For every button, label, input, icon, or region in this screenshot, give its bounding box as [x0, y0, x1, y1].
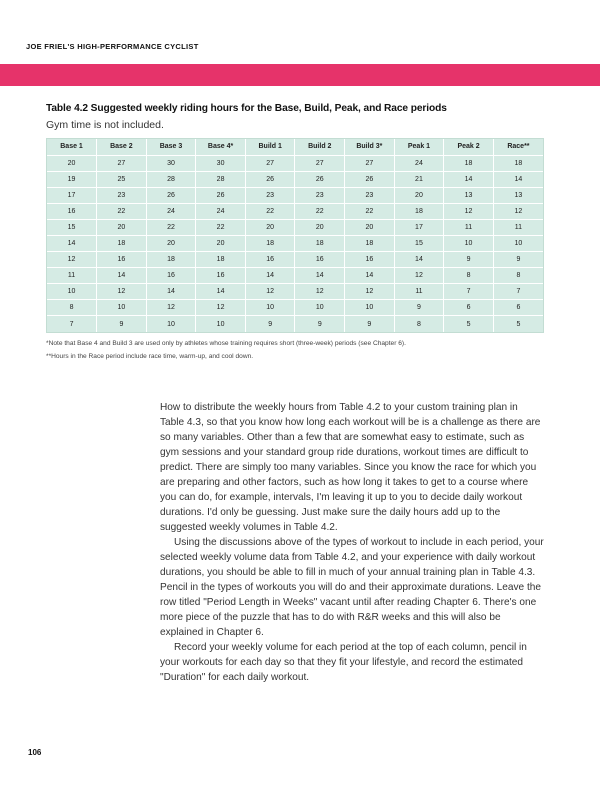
table-cell: 18 — [394, 203, 444, 219]
table-cell: 22 — [345, 203, 395, 219]
table-cell: 7 — [47, 316, 97, 332]
table-cell: 14 — [196, 284, 246, 300]
table-row — [47, 171, 543, 187]
table-cell: 22 — [295, 203, 345, 219]
table-cell: 14 — [245, 268, 295, 284]
table-cell: 10 — [444, 235, 494, 251]
table-cell: 20 — [394, 187, 444, 203]
table-cell: 18 — [97, 235, 147, 251]
table-cell: 14 — [493, 171, 543, 187]
column-header: Base 4* — [196, 139, 246, 155]
table-header — [47, 139, 543, 155]
table-cell: 24 — [196, 203, 246, 219]
table-cell: 12 — [146, 300, 196, 316]
table-cell: 26 — [146, 187, 196, 203]
table-cell: 26 — [295, 171, 345, 187]
table-cell: 14 — [146, 284, 196, 300]
table-cell: 14 — [97, 268, 147, 284]
table-row — [47, 316, 543, 332]
table-cell: 20 — [245, 219, 295, 235]
table-cell: 8 — [493, 268, 543, 284]
table-cell: 5 — [516, 320, 521, 328]
table-cell: 30 — [146, 155, 196, 171]
table-cell: 20 — [295, 219, 345, 235]
table-cell: 9 — [444, 251, 494, 267]
table-row — [47, 203, 543, 219]
table-cell: 18 — [493, 155, 543, 171]
table-cell: 12 — [97, 284, 147, 300]
table-row — [47, 219, 543, 235]
page-number: 106 — [28, 748, 42, 757]
table-cell: 14 — [47, 235, 97, 251]
table-cell: 17 — [394, 219, 444, 235]
table-cell: 16 — [47, 203, 97, 219]
table-cell: 13 — [444, 187, 494, 203]
table-cell: 11 — [493, 219, 543, 235]
table-cell: 18 — [345, 235, 395, 251]
table-row — [47, 235, 543, 251]
table-cell: 7 — [493, 284, 543, 300]
table-cell: 5 — [444, 316, 494, 332]
table-cell: 9 — [97, 316, 147, 332]
column-header: Build 3* — [345, 139, 395, 155]
table-cell: 12 — [245, 284, 295, 300]
table-cell: 8 — [47, 300, 97, 316]
table-cell: 20 — [146, 235, 196, 251]
table-cell: 22 — [196, 219, 246, 235]
table-cell: 15 — [47, 219, 97, 235]
table-cell: 8 — [394, 316, 444, 332]
table-cell: 14 — [394, 251, 444, 267]
table-cell: 18 — [295, 235, 345, 251]
table-cell: 24 — [146, 203, 196, 219]
table-cell: 11 — [444, 219, 494, 235]
table-cell: 12 — [444, 203, 494, 219]
table-cell: 22 — [146, 219, 196, 235]
table-cell: 12 — [394, 268, 444, 284]
table-cell: 20 — [47, 155, 97, 171]
table-cell: 10 — [196, 316, 246, 332]
body-text — [160, 400, 544, 685]
table-cell: 12 — [345, 284, 395, 300]
table-row — [47, 268, 543, 284]
table-footnote-1: *Note that Base 4 and Build 3 are used only by athletes whose training requires short (three-week) periods (see Chapter 6). — [46, 340, 406, 347]
table-cell: 16 — [345, 251, 395, 267]
table-row — [47, 300, 543, 316]
table-cell: 11 — [394, 284, 444, 300]
table-cell: 26 — [196, 187, 246, 203]
table-cell: 13 — [493, 187, 543, 203]
running-head: JOE FRIEL'S HIGH-PERFORMANCE CYCLIST — [26, 42, 199, 51]
table-cell: 12 — [196, 300, 246, 316]
table-cell: 12 — [295, 284, 345, 300]
table-cell: 30 — [196, 155, 246, 171]
table-cell: 10 — [47, 284, 97, 300]
table-cell: 27 — [295, 155, 345, 171]
table-cell: 26 — [245, 171, 295, 187]
table-cell: 23 — [345, 187, 395, 203]
table-row — [47, 155, 543, 171]
paragraph: Using the discussions above of the types of workout to include in each period, your selected weekly volume data from Table 4.2, and your experience with daily workout durations, you should be able to fill in much of your annual training plan in Table 4.3. Pencil in the types of workouts you will do and their approximate durations. Leave the row titled "Period Length in Weeks" vacant until after reading Chapter 6. There's one more piece of the puzzle that has to do with R&R weeks and this will also be explained in Chapter 6. — [160, 537, 544, 638]
table-cell: 10 — [345, 300, 395, 316]
table-cell: 10 — [295, 300, 345, 316]
column-header: Peak 1 — [394, 139, 444, 155]
table-cell: 16 — [295, 251, 345, 267]
table-title: Table 4.2 Suggested weekly riding hours for the Base, Build, Peak, and Race periods — [46, 103, 447, 114]
table-cell: 8 — [444, 268, 494, 284]
table-cell: 27 — [97, 155, 147, 171]
table-cell: 9 — [345, 316, 395, 332]
column-header: Base 3 — [146, 139, 196, 155]
table-cell: 14 — [295, 268, 345, 284]
table-row — [47, 284, 543, 300]
table-cell: 10 — [97, 300, 147, 316]
table-body — [47, 155, 543, 332]
column-header: Build 2 — [295, 139, 345, 155]
table-cell: 20 — [196, 235, 246, 251]
table-cell: 11 — [47, 268, 97, 284]
table-footnote-2: **Hours in the Race period include race time, warm-up, and cool down. — [46, 353, 254, 360]
table-cell: 23 — [97, 187, 147, 203]
column-header: Base 1 — [47, 139, 97, 155]
table-cell: 9 — [295, 316, 345, 332]
table-cell: 19 — [47, 171, 97, 187]
table-cell: 18 — [146, 251, 196, 267]
table-cell: 16 — [97, 251, 147, 267]
header-color-band — [0, 64, 600, 86]
table-cell: 12 — [493, 203, 543, 219]
column-header: Base 2 — [97, 139, 147, 155]
table-cell: 16 — [245, 251, 295, 267]
table-cell: 18 — [245, 235, 295, 251]
table-subtitle: Gym time is not included. — [46, 119, 164, 131]
column-header: Peak 2 — [444, 139, 494, 155]
table-cell: 24 — [394, 155, 444, 171]
table-cell: 26 — [345, 171, 395, 187]
table-cell: 18 — [444, 155, 494, 171]
column-header: Build 1 — [245, 139, 295, 155]
table-cell: 9 — [245, 316, 295, 332]
table-cell: 21 — [394, 171, 444, 187]
table-cell: 10 — [493, 235, 543, 251]
table-cell: 23 — [295, 187, 345, 203]
column-header: Race** — [493, 139, 543, 155]
table-cell: 17 — [47, 187, 97, 203]
table-cell: 12 — [47, 251, 97, 267]
table-cell: 23 — [245, 187, 295, 203]
table-cell: 27 — [345, 155, 395, 171]
table-cell: 16 — [146, 268, 196, 284]
table-cell: 16 — [196, 268, 246, 284]
table-cell: 9 — [394, 300, 444, 316]
table-cell: 25 — [97, 171, 147, 187]
header-row — [47, 139, 543, 155]
table-cell: 22 — [245, 203, 295, 219]
table-row — [47, 251, 543, 267]
table-cell: 10 — [146, 316, 196, 332]
table-cell: 22 — [97, 203, 147, 219]
table-cell: 9 — [493, 251, 543, 267]
table-cell: 18 — [196, 251, 246, 267]
table-cell: 28 — [196, 171, 246, 187]
table-cell: 28 — [146, 171, 196, 187]
riding-hours-table — [46, 138, 544, 333]
table-cell: 20 — [97, 219, 147, 235]
table-cell: 6 — [444, 300, 494, 316]
table-cell: 6 — [493, 300, 543, 316]
table-cell: 27 — [245, 155, 295, 171]
table-cell: 20 — [345, 219, 395, 235]
table-cell: 15 — [394, 235, 444, 251]
table-cell: 14 — [345, 268, 395, 284]
table-cell: 14 — [444, 171, 494, 187]
table-cell: 10 — [245, 300, 295, 316]
paragraph: How to distribute the weekly hours from Table 4.2 to your custom training plan in Table 4.3, so that you know how long each workout will be is a challenge as there are so many variables. Other than a few that are somewhat easy to estimate, such as gym sessions and your standard group ride durations, workout times are difficult to predict. There are simply too many variables. Since you know the race for which you are preparing and other factors, such as how long it takes to get to a course where you can do, for example, intervals, I'm leaving it up to you to decide daily workout durations. I'd only be guessing. Just make sure the daily hours add up to the suggested weekly volumes in Table 4.2. — [160, 402, 541, 533]
table-row — [47, 187, 543, 203]
hours-table-grid — [47, 139, 543, 332]
paragraph: Record your weekly volume for each period at the top of each column, pencil in your workouts for each day so that they fit your lifestyle, and record the estimated "Duration" for each daily workout. — [160, 642, 527, 683]
table-cell: 7 — [444, 284, 494, 300]
